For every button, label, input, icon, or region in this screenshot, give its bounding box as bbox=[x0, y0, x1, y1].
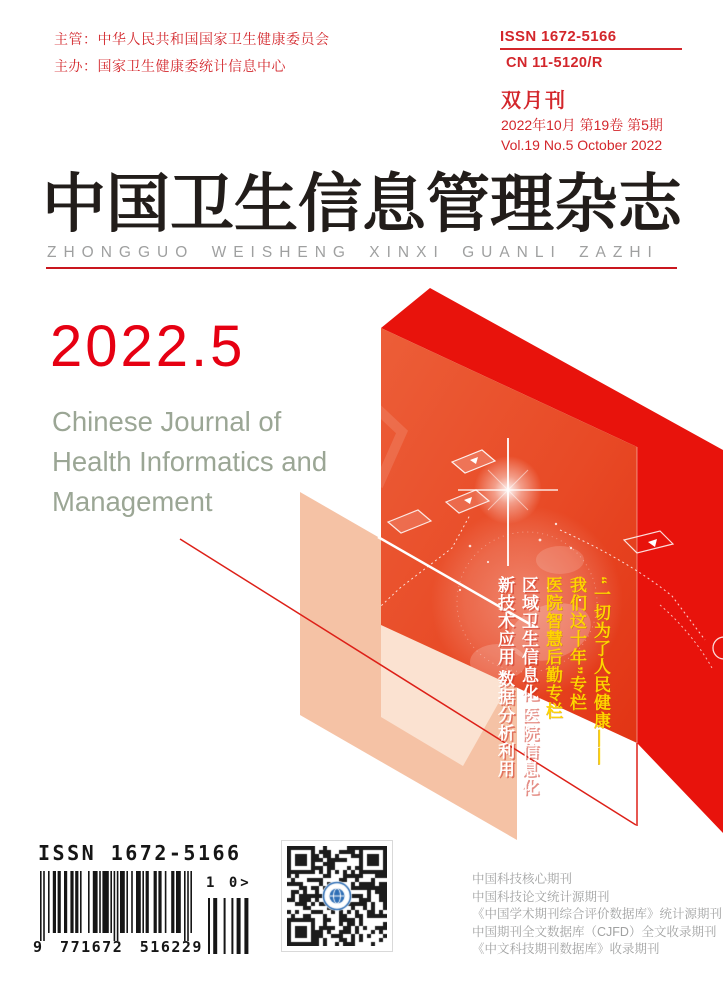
qr-code bbox=[287, 846, 387, 946]
qr-code-frame bbox=[281, 840, 393, 952]
indexing-item: 中国科技论文统计源期刊 bbox=[472, 889, 610, 904]
issue-date-en: Vol.19 No.5 October 2022 bbox=[501, 137, 663, 153]
english-title-line1: Chinese Journal of bbox=[52, 406, 282, 437]
ean-barcode bbox=[38, 871, 198, 943]
column-new-technology: 新技术应用 bbox=[495, 576, 514, 666]
column-regional-health-informatization: 区域卫生信息化 bbox=[519, 576, 538, 702]
supervisor-line: 主管：中华人民共和国国家卫生健康委员会 bbox=[54, 31, 330, 47]
indexing-item: 中国科技核心期刊 bbox=[472, 872, 573, 886]
barcode-digits: 9 771672 516229 bbox=[33, 938, 203, 956]
barcode-addon-label: 1 0> bbox=[206, 875, 252, 891]
issue-date-cn: 2022年10月 第19卷 第5期 bbox=[501, 117, 663, 133]
column-slogan-part1: “一切为了人民健康—— bbox=[591, 576, 610, 766]
indexing-item: 《中国学术期刊综合评价数据库》统计源期刊 bbox=[472, 907, 723, 921]
cn-number: CN 11-5120/R bbox=[506, 55, 603, 71]
issn-barcode-label: ISSN 1672-5166 bbox=[38, 841, 242, 865]
indexing-item: 《中文科技期刊数据库》收录期刊 bbox=[472, 942, 660, 956]
english-title-line3: Management bbox=[52, 486, 213, 517]
journal-title-chinese: 中国卫生信息管理杂志 bbox=[42, 167, 682, 242]
cover-column-headlines bbox=[489, 576, 609, 806]
indexing-item: 中国期刊全文数据库（CJFD）全文收录期刊 bbox=[472, 924, 717, 939]
column-slogan-part2: 我们这十年”专栏 bbox=[567, 576, 586, 712]
barcode-addon-bars bbox=[207, 896, 251, 956]
frequency-label: 双月刊 bbox=[501, 90, 567, 112]
issn-number: ISSN 1672-5166 bbox=[500, 28, 617, 45]
column-hospital-informatization: 医院信息化 bbox=[519, 706, 538, 797]
column-data-analysis: 数据分析利用 bbox=[495, 670, 514, 779]
organizer-line: 主办：国家卫生健康委统计信息中心 bbox=[54, 58, 286, 74]
indexing-list bbox=[472, 871, 722, 959]
issue-number: 2022.5 bbox=[50, 314, 246, 379]
english-title-line2: Health Informatics and bbox=[52, 446, 328, 477]
column-hospital-logistics: 医院智慧后勤专栏 bbox=[543, 576, 562, 720]
journal-title-pinyin: ZHONGGUO WEISHENG XINXI GUANLI ZAZHI bbox=[47, 244, 659, 261]
